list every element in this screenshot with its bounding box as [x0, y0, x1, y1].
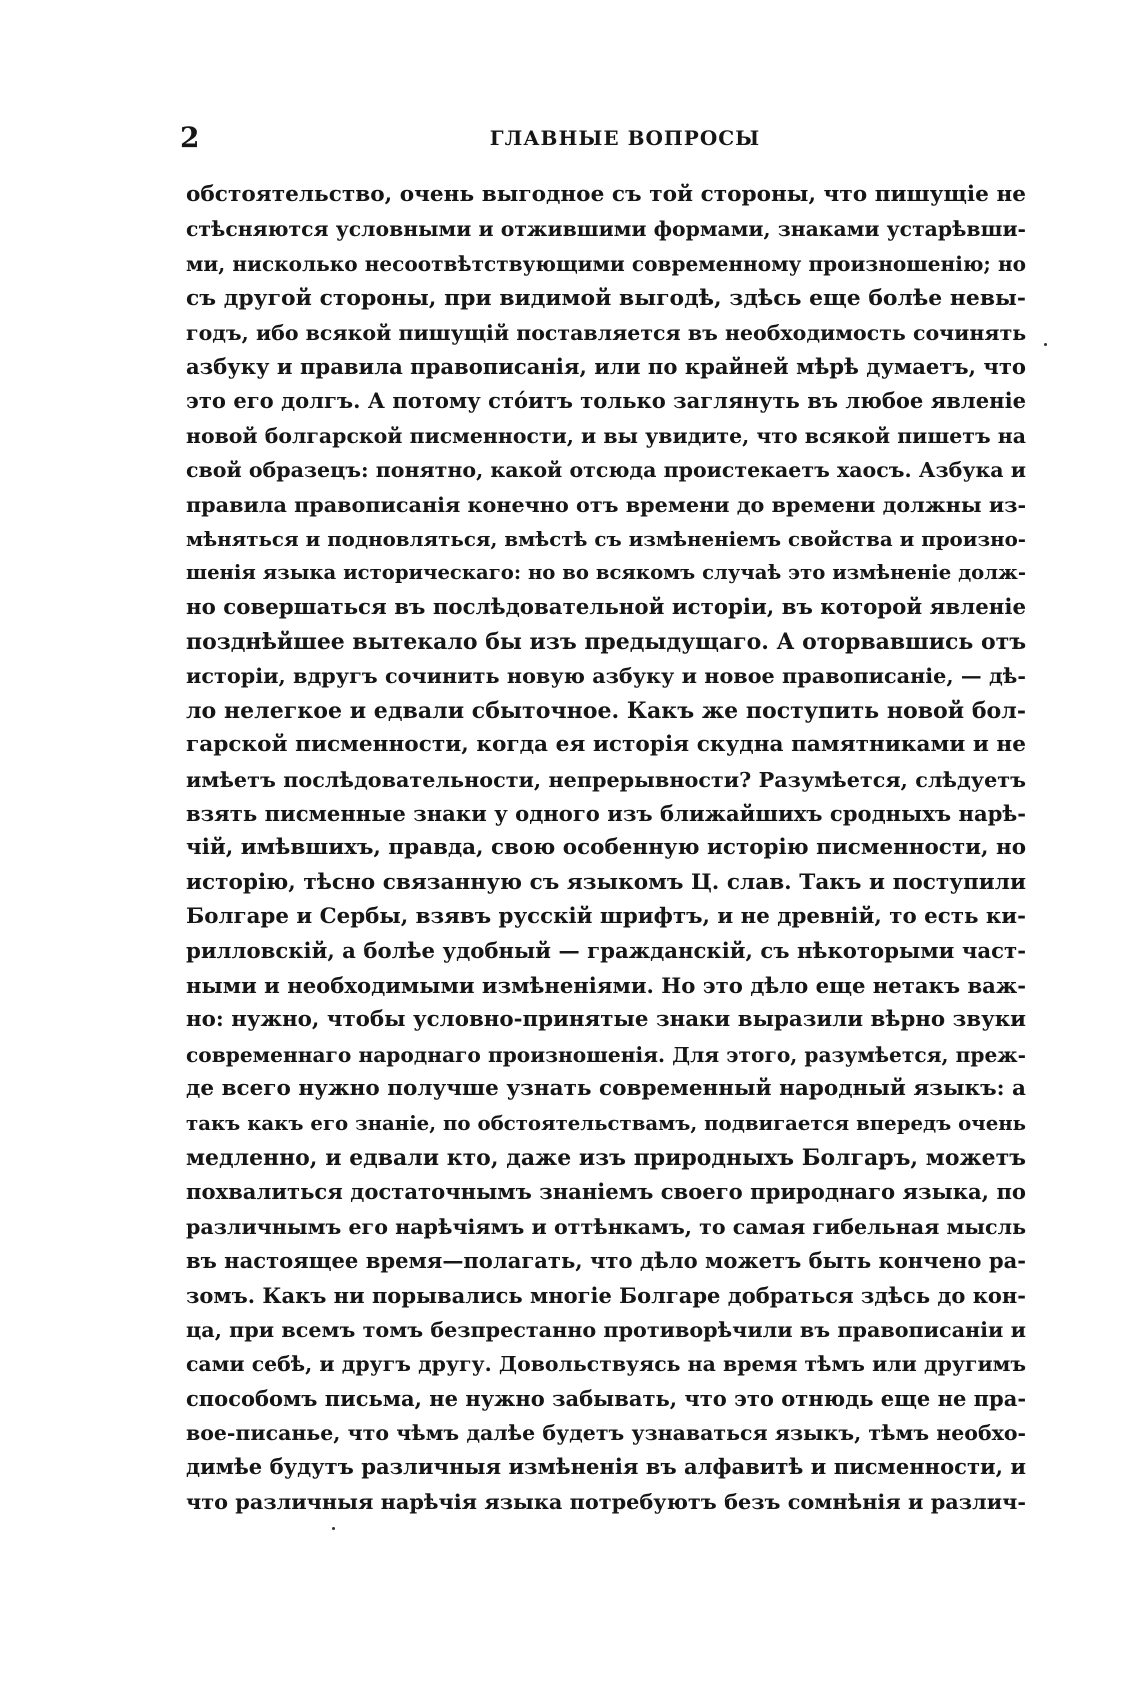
page-header	[180, 118, 1020, 158]
text-line: новой болгарской писменности, и вы увидите, что всякой пишетъ на	[186, 423, 1026, 448]
text-line: свой образецъ: понятно, какой отсюда проистекаетъ хаосъ. Азбука и	[186, 458, 1026, 483]
text-line: де всего нужно получше узнать современный народный языкъ: а	[186, 1076, 1026, 1102]
text-line: что различныя нарѣчія языка потребуютъ безъ сомнѣнія и различ-	[186, 1488, 1026, 1514]
text-line: чій, имѣвшихъ, правда, свою особенную исторію писменности, но	[186, 835, 1026, 861]
text-line: но совершаться въ послѣдовательной исторіи, въ которой явленіе	[186, 594, 1026, 620]
running-title: ГЛАВНЫЕ ВОПРОСЫ	[489, 126, 761, 150]
text-line: ца, при всемъ томъ безпрестанно противорѣчили въ правописаніи и	[186, 1317, 1026, 1342]
body-text	[186, 178, 1026, 1519]
text-line: гарской писменности, когда ея исторія скудна памятниками и не	[186, 732, 1026, 758]
text-line: современнаго народнаго произношенія. Для этого, разумѣется, преж-	[186, 1042, 1026, 1067]
paper-speck	[332, 1527, 335, 1530]
text-line: вое-писанье, что чѣмъ далѣе будетъ узнаваться языкъ, тѣмъ необхо-	[186, 1421, 1026, 1446]
text-line: способомъ письма, не нужно забывать, что это отнюдь еще не пра-	[186, 1385, 1027, 1411]
paper-speck	[1044, 343, 1047, 346]
text-line: шенія языка историческаго: но во всякомъ случаѣ это измѣненіе долж-	[186, 561, 1026, 585]
text-line: правила правописанія конечно отъ времени до времени должны из-	[186, 492, 1027, 517]
text-line: ло нелегкое и едвали сбыточное. Какъ же поступить новой бол-	[186, 697, 1026, 724]
text-line: похвалиться достаточнымъ знаніемъ своего природнаго языка, по	[186, 1179, 1026, 1205]
text-line: мѣняться и подновляться, вмѣстѣ съ измѣненіемъ свойства и произно-	[186, 526, 1026, 551]
page-number: 2	[180, 121, 200, 154]
text-line: это его долгъ. А потому стóитъ только заглянуть въ любое явленіе	[186, 388, 1026, 414]
text-line: рилловскій, а болѣе удобный — гражданскій, съ нѣкоторыми част-	[186, 938, 1026, 964]
text-line: димѣе будутъ различныя измѣненія въ алфавитѣ и писменности, и	[186, 1454, 1026, 1480]
text-line: азбуку и правила правописанія, или по крайней мѣрѣ думаетъ, что	[186, 353, 1026, 379]
text-line: ными и необходимыми измѣненіями. Но это дѣло еще нетакъ важ-	[186, 972, 1026, 998]
text-line: ми, нисколько несоотвѣтствующими современному произношенію; но	[186, 251, 1026, 276]
text-line: такъ какъ его знаніе, по обстоятельствамъ, подвигается впередъ очень	[186, 1111, 1026, 1135]
text-line: съ другой стороны, при видимой выгодѣ, здѣсь еще болѣе невы-	[186, 285, 1026, 312]
text-line: взять писменные знаки у одного изъ ближайшихъ сродныхъ нарѣ-	[186, 801, 1026, 827]
text-line: исторіи, вдругъ сочинить новую азбуку и новое правописаніе, — дѣ-	[186, 664, 1026, 689]
text-line: въ настоящее время—полагать, что дѣло можетъ быть кончено ра-	[186, 1248, 1026, 1274]
text-line: различнымъ его нарѣчіямъ и оттѣнкамъ, то самая гибельная мысль	[186, 1214, 1027, 1239]
text-line: медленно, и едвали кто, даже изъ природныхъ Болгаръ, можетъ	[186, 1144, 1026, 1171]
text-line: имѣетъ послѣдовательности, непрерывности? Разумѣется, слѣдуетъ	[186, 767, 1026, 792]
text-line: исторію, тѣсно связанную съ языкомъ Ц. слав. Такъ и поступили	[186, 869, 1026, 895]
text-line: Болгаре и Сербы, взявъ русскій шрифтъ, и не древній, то есть ки-	[186, 904, 1026, 930]
text-line: обстоятельство, очень выгодное съ той стороны, что пишущіе не	[186, 182, 1026, 207]
text-line: зомъ. Какъ ни порывались многіе Болгаре добраться здѣсь до кон-	[186, 1282, 1026, 1308]
text-line: годъ, ибо всякой пишущій поставляется въ необходимость сочинять	[186, 320, 1027, 345]
text-line: стѣсняются условными и отжившими формами, знаками устарѣвши-	[186, 217, 1026, 242]
text-line: позднѣйшее вытекало бы изъ предыдущаго. А оторвавшись отъ	[186, 629, 1027, 656]
text-line: но: нужно, чтобы условно-принятые знаки выразили вѣрно звуки	[186, 1007, 1026, 1033]
text-line: сами себѣ, и другъ другу. Довольствуясь на время тѣмъ или другимъ	[186, 1352, 1026, 1377]
